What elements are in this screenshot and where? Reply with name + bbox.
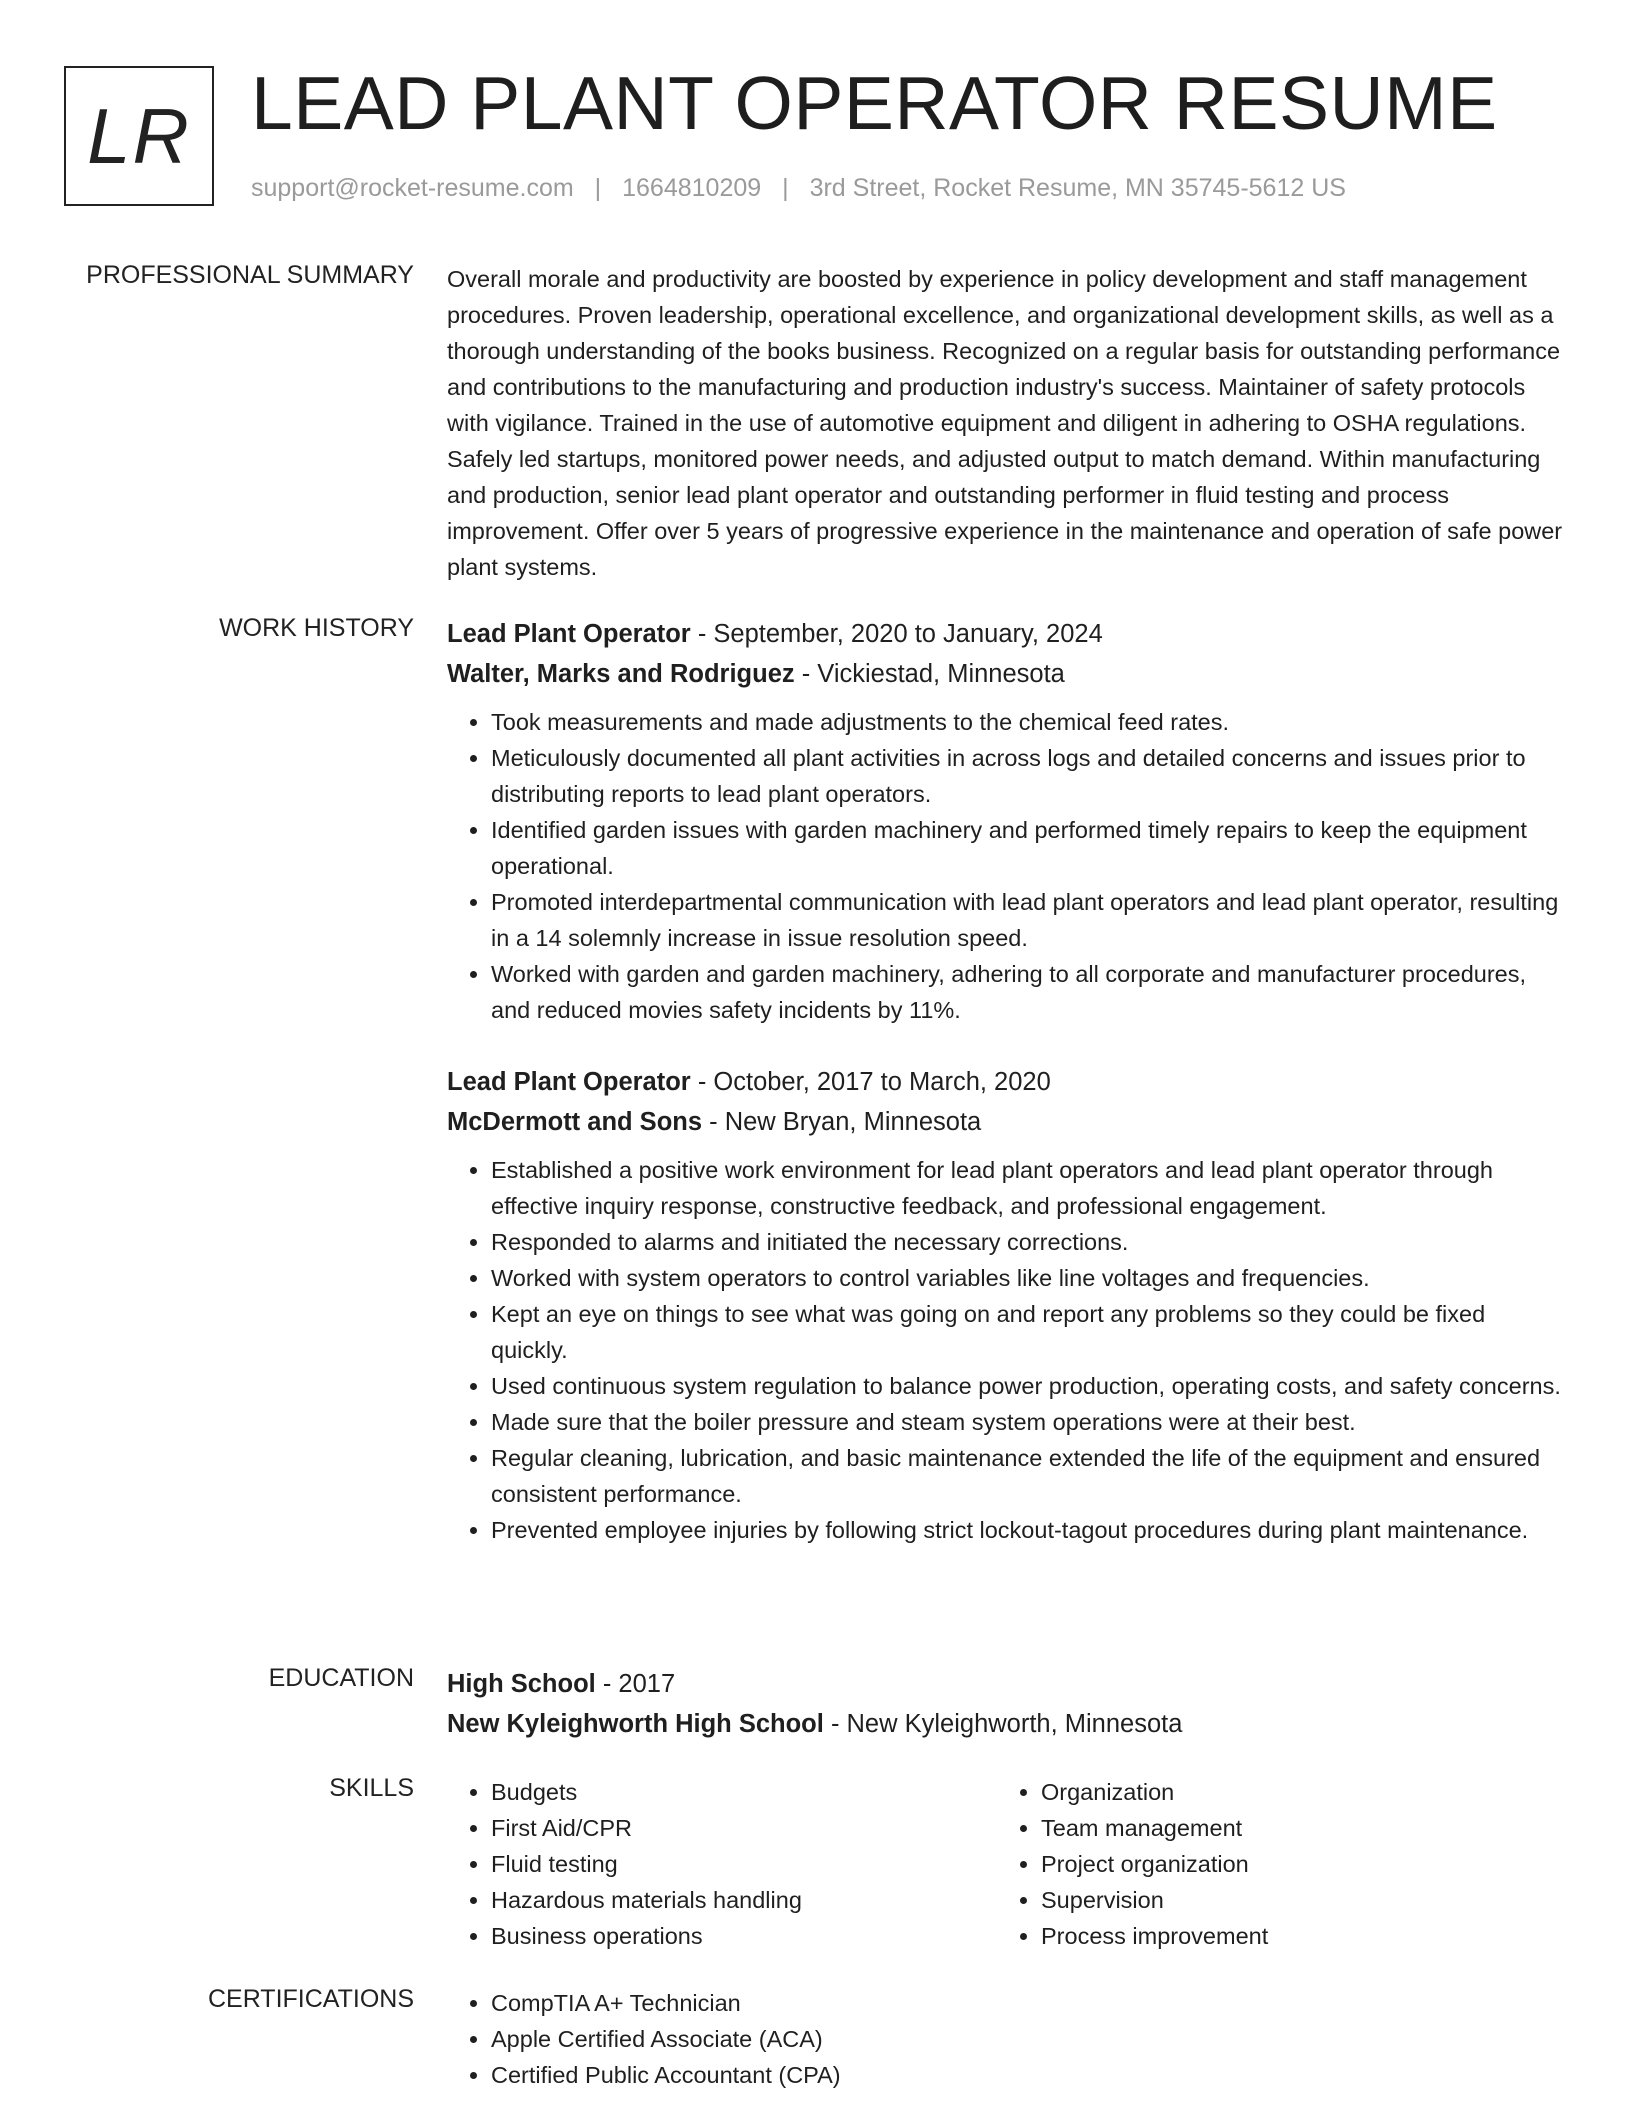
- job-dates: - October, 2017 to March, 2020: [690, 1068, 1051, 1096]
- resume-title: LEAD PLANT OPERATOR RESUME: [251, 61, 1498, 145]
- contact-separator: |: [594, 174, 602, 202]
- list-item: • Worked with garden and garden machinery, adhering to all corporate and manufacturer procedures, and reduced movies safety incidents by 11%.: [491, 956, 1567, 1028]
- job-entry: [447, 614, 1567, 1028]
- list-item: • Hazardous materials handling: [491, 1882, 997, 1918]
- section-label-skills: SKILLS: [329, 1774, 414, 1802]
- resume-header: [64, 61, 1568, 211]
- list-item: • Identified garden issues with garden machinery and performed timely repairs to keep the equipment operational.: [491, 812, 1567, 884]
- education-degree: High School: [447, 1670, 596, 1698]
- job-title: Lead Plant Operator: [447, 1068, 691, 1096]
- job-location: - Vickiestad, Minnesota: [794, 660, 1065, 688]
- list-item: • Team management: [1041, 1810, 1547, 1846]
- monogram-logo: LR: [64, 66, 214, 206]
- job-title-line: [447, 1062, 1567, 1102]
- list-item: • Kept an eye on things to see what was going on and report any problems so they could be fixed quickly.: [491, 1296, 1567, 1368]
- list-item: • Responded to alarms and initiated the necessary corrections.: [491, 1224, 1567, 1260]
- job-company: Walter, Marks and Rodriguez: [447, 660, 795, 688]
- work-body: [447, 614, 1567, 1582]
- education-location: - New Kyleighworth, Minnesota: [823, 1710, 1183, 1738]
- skills-body: [447, 1774, 1567, 1954]
- job-company: McDermott and Sons: [447, 1108, 703, 1136]
- certifications-body: [447, 1985, 1567, 2093]
- list-item: • Fluid testing: [491, 1846, 997, 1882]
- section-label-education: EDUCATION: [268, 1664, 414, 1692]
- job-entry: [447, 1062, 1567, 1548]
- contact-phone: 1664810209: [622, 174, 762, 202]
- section-label-certifications: CERTIFICATIONS: [207, 1985, 414, 2013]
- skills-columns: [447, 1774, 1567, 1954]
- list-item: • Made sure that the boiler pressure and steam system operations were at their best.: [491, 1404, 1567, 1440]
- skills-column-left: [447, 1774, 997, 1954]
- list-item: • Organization: [1041, 1774, 1547, 1810]
- job-location: - New Bryan, Minnesota: [702, 1108, 982, 1136]
- contact-address: 3rd Street, Rocket Resume, MN 35745-5612 US: [809, 174, 1346, 202]
- list-item: • Project organization: [1041, 1846, 1547, 1882]
- list-item: • Regular cleaning, lubrication, and basic maintenance extended the life of the equipment and ensured consistent performance.: [491, 1440, 1567, 1512]
- section-label-summary: PROFESSIONAL SUMMARY: [86, 261, 414, 289]
- certifications-list: [447, 1985, 1567, 2093]
- education-school: New Kyleighworth High School: [447, 1710, 824, 1738]
- list-item: • Promoted interdepartmental communication with lead plant operators and lead plant operator, resulting in a 14 solemnly increase in issue resolution speed.: [491, 884, 1567, 956]
- list-item: • Meticulously documented all plant activities in across logs and detailed concerns and issues prior to distributing reports to lead plant operators.: [491, 740, 1567, 812]
- job-company-line: [447, 1102, 1567, 1142]
- list-item: • CompTIA A+ Technician: [491, 1985, 1567, 2021]
- education-body: [447, 1664, 1567, 1744]
- job-title: Lead Plant Operator: [447, 620, 691, 648]
- job-company-line: [447, 654, 1567, 694]
- contact-separator: |: [782, 174, 789, 202]
- education-year: - 2017: [595, 1670, 676, 1698]
- list-item: • First Aid/CPR: [491, 1810, 997, 1846]
- section-label-work: WORK HISTORY: [219, 614, 414, 642]
- list-item: • Apple Certified Associate (ACA): [491, 2021, 1567, 2057]
- job-bullets: [447, 704, 1567, 1028]
- list-item: • Used continuous system regulation to balance power production, operating costs, and safety concerns.: [491, 1368, 1567, 1404]
- skills-list-right: [997, 1774, 1547, 1954]
- job-title-line: [447, 614, 1567, 654]
- list-item: • Prevented employee injuries by following strict lockout-tagout procedures during plant maintenance.: [491, 1512, 1567, 1548]
- list-item: • Business operations: [491, 1918, 997, 1954]
- list-item: • Supervision: [1041, 1882, 1547, 1918]
- list-item: • Worked with system operators to control variables like line voltages and frequencies.: [491, 1260, 1567, 1296]
- contact-email: support@rocket-resume.com: [251, 174, 574, 202]
- skills-list-left: [447, 1774, 997, 1954]
- list-item: • Budgets: [491, 1774, 997, 1810]
- list-item: • Took measurements and made adjustments to the chemical feed rates.: [491, 704, 1567, 740]
- list-item: • Process improvement: [1041, 1918, 1547, 1954]
- summary-text: Overall morale and productivity are boosted by experience in policy development and staff management procedures. Proven leadership, operational excellence, and organizational development skills, as well as a thorough understanding of the books business. Recognized on a regular basis for outstanding performance and contributions to the manufacturing and production industry's success. Maintainer of safety protocols with vigilance. Trained in the use of automotive equipment and diligent in adhering to OSHA regulations. Safely led startups, monitored power needs, and adjusted output to match demand. Within manufacturing and production, senior lead plant operator and outstanding performer in fluid testing and process improvement. Offer over 5 years of progressive experience in the maintenance and operation of safe power plant systems.: [447, 266, 1563, 580]
- list-item: • Established a positive work environment for lead plant operators and lead plant operator through effective inquiry response, constructive feedback, and professional engagement.: [491, 1152, 1567, 1224]
- list-item: • Certified Public Accountant (CPA): [491, 2057, 1567, 2093]
- skills-column-right: [997, 1774, 1547, 1954]
- education-degree-line: [447, 1664, 1567, 1704]
- job-bullets: [447, 1152, 1567, 1548]
- contact-line: [251, 174, 1346, 203]
- education-school-line: [447, 1704, 1567, 1744]
- summary-body: [447, 261, 1567, 585]
- job-dates: - September, 2020 to January, 2024: [690, 620, 1103, 648]
